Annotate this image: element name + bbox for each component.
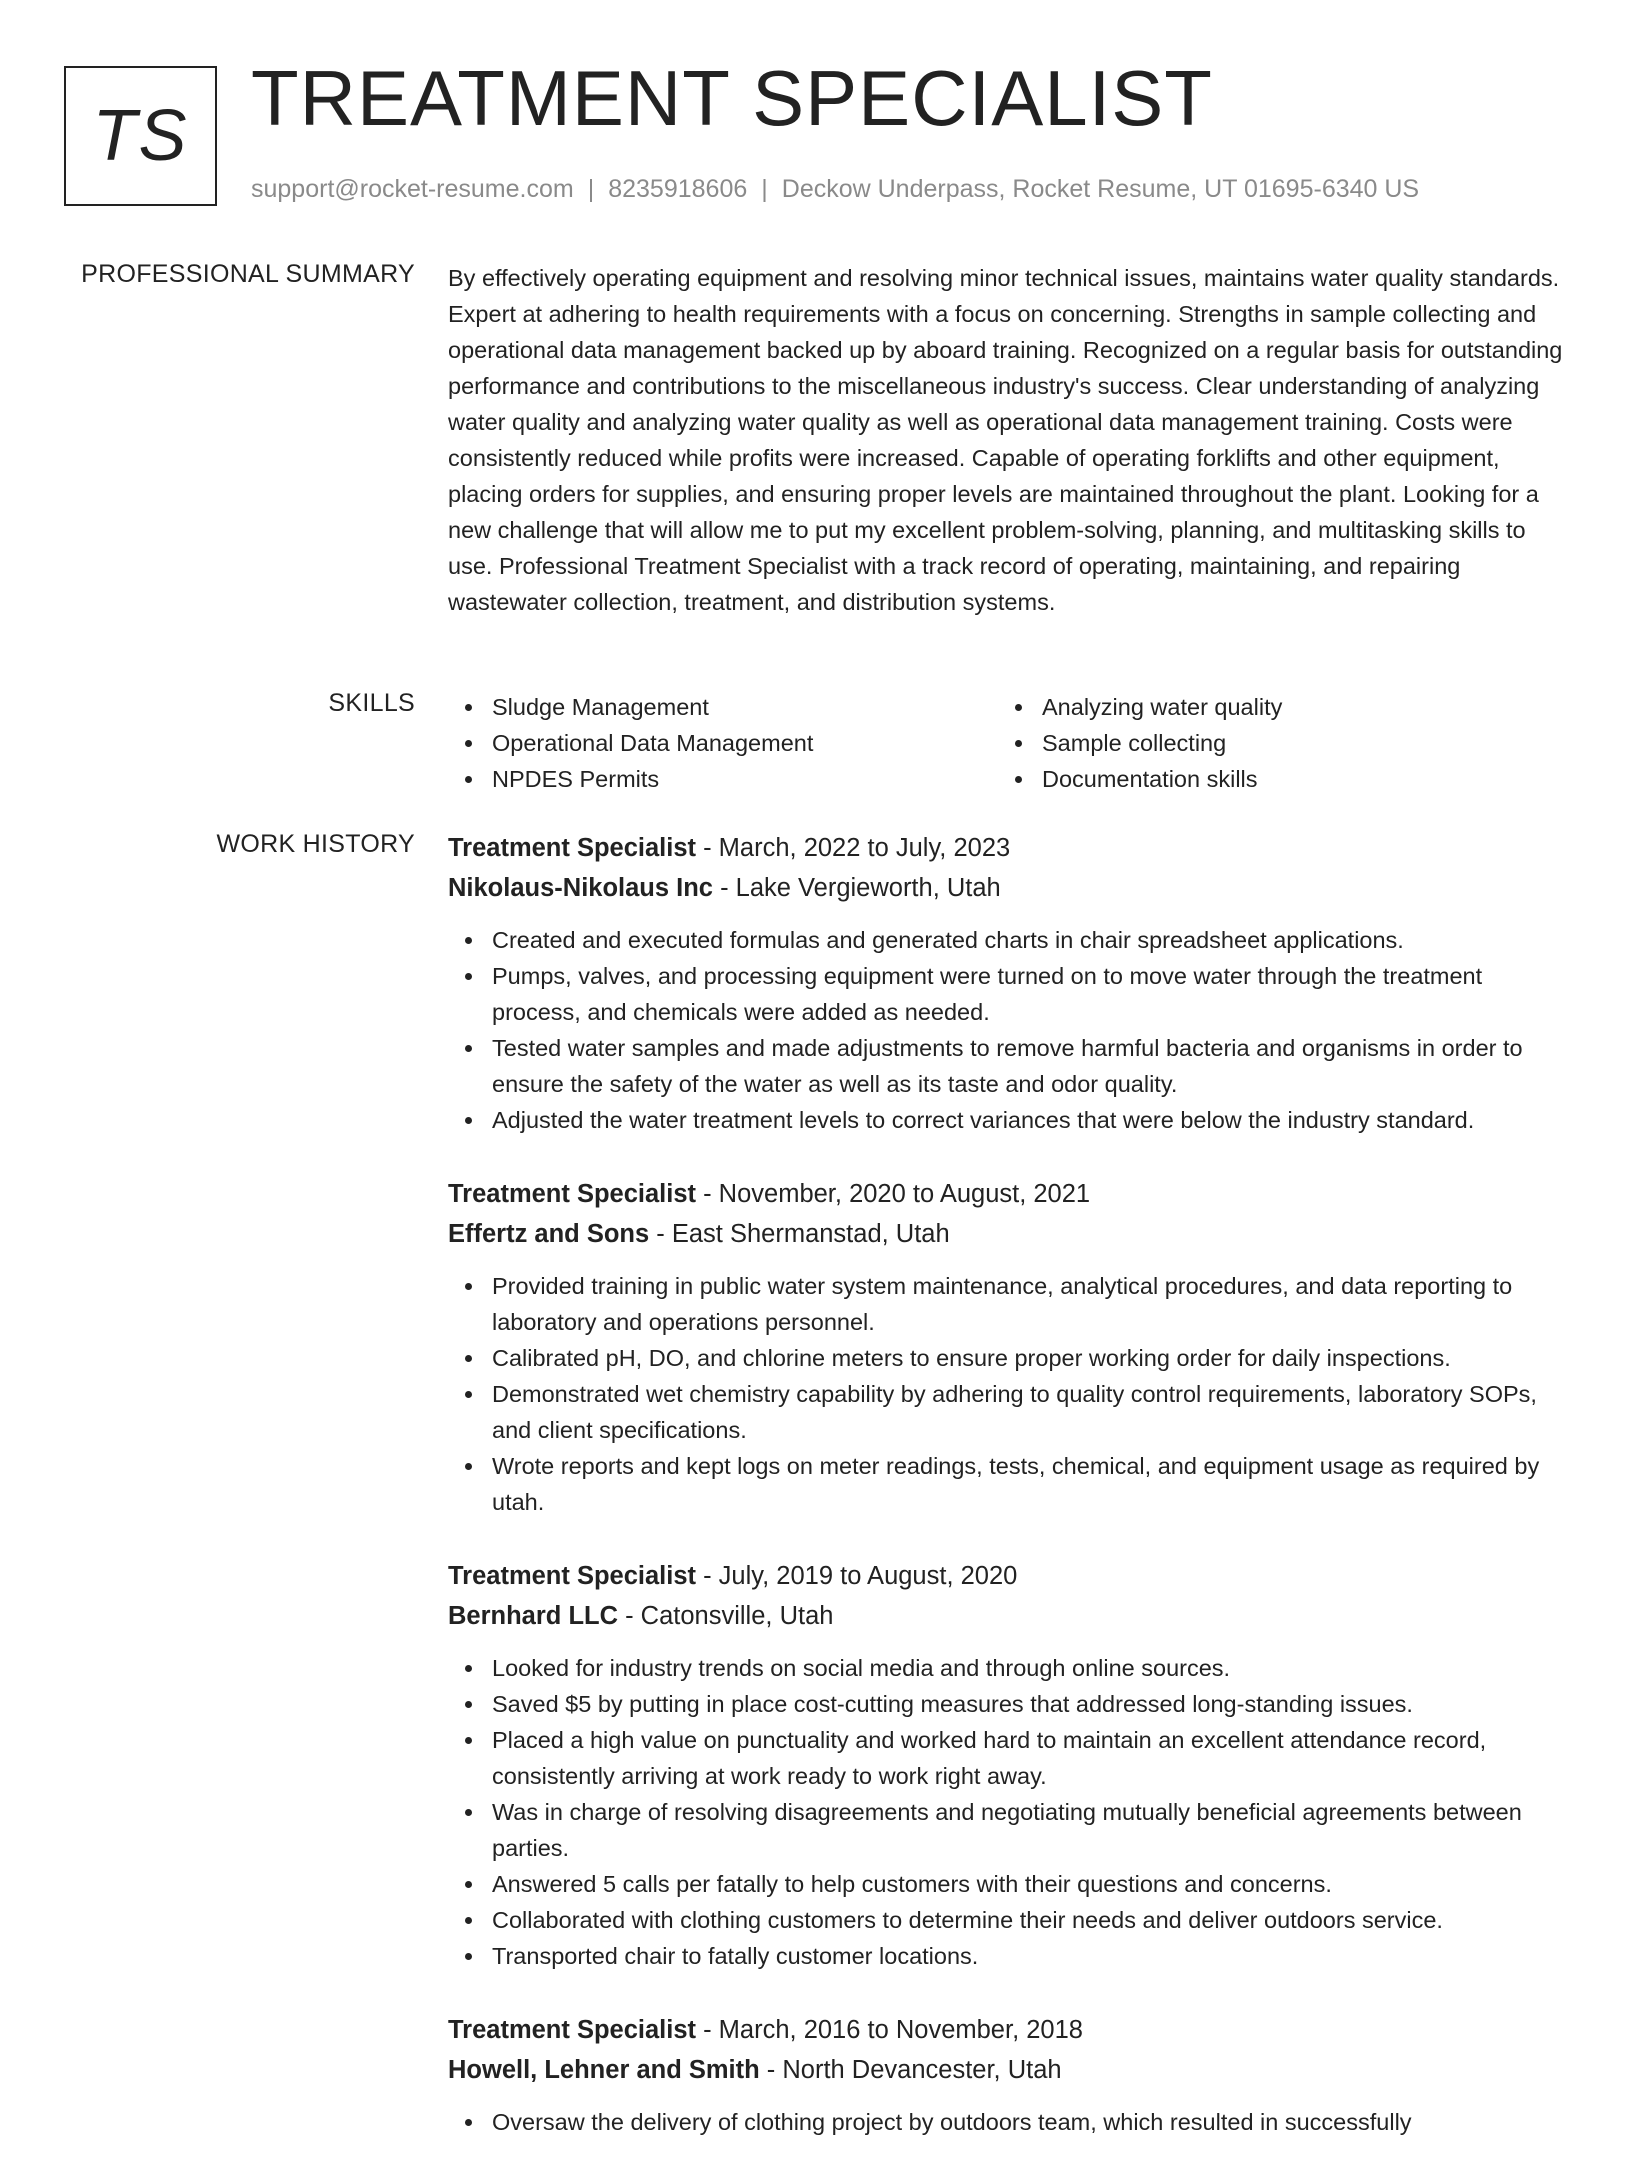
job-title: Treatment Specialist xyxy=(448,1562,697,1590)
job-bullets xyxy=(448,922,1568,1138)
job-title: Treatment Specialist xyxy=(448,834,697,862)
job-title: Treatment Specialist xyxy=(448,1180,697,1208)
job-bullet: Was in charge of resolving disagreements and negotiating mutually beneficial agreements between parties. xyxy=(448,1794,1568,1866)
section-label-work-history: WORK HISTORY xyxy=(216,830,415,858)
job-bullets xyxy=(448,2104,1568,2140)
job-title-line xyxy=(448,828,1568,868)
job-bullet: Placed a high value on punctuality and worked hard to maintain an excellent attendance record, consistently arriving at work ready to work right away. xyxy=(448,1722,1568,1794)
job-location: - East Shermanstad, Utah xyxy=(649,1220,950,1248)
job-dates: - November, 2020 to August, 2021 xyxy=(696,1180,1091,1208)
job-company: Bernhard LLC xyxy=(448,1602,619,1630)
monogram-box xyxy=(64,66,217,206)
job-bullet: Saved $5 by putting in place cost-cutting measures that addressed long-standing issues. xyxy=(448,1686,1568,1722)
job-bullet: Tested water samples and made adjustments to remove harmful bacteria and organisms in order to ensure the safety of the water as well as its taste and odor quality. xyxy=(448,1030,1568,1102)
contact-email[interactable]: support@rocket-resume.com xyxy=(251,175,574,203)
skills-list-right xyxy=(998,689,1548,797)
job-company-line xyxy=(448,1596,1568,1636)
job-title: Treatment Specialist xyxy=(448,2016,697,2044)
job-title-line xyxy=(448,1556,1568,1596)
job-bullets xyxy=(448,1268,1568,1520)
job-company: Howell, Lehner and Smith xyxy=(448,2056,760,2084)
job-dates: - July, 2019 to August, 2020 xyxy=(696,1562,1018,1590)
job-title-line xyxy=(448,1174,1568,1214)
contact-separator: | xyxy=(587,175,595,203)
job-entry xyxy=(448,1556,1568,1974)
contact-address: Deckow Underpass, Rocket Resume, UT 01695-6340 US xyxy=(781,175,1420,203)
skill-item: Sludge Management xyxy=(448,689,998,725)
job-entry xyxy=(448,2010,1568,2140)
job-bullet: Wrote reports and kept logs on meter readings, tests, chemical, and equipment usage as required by utah. xyxy=(448,1448,1568,1520)
job-bullet: Looked for industry trends on social media and through online sources. xyxy=(448,1650,1568,1686)
skill-item: Sample collecting xyxy=(998,725,1548,761)
job-bullet: Transported chair to fatally customer locations. xyxy=(448,1938,1568,1974)
job-bullet: Adjusted the water treatment levels to correct variances that were below the industry standard. xyxy=(448,1102,1568,1138)
job-company-line xyxy=(448,1214,1568,1254)
section-label-summary: PROFESSIONAL SUMMARY xyxy=(81,260,415,288)
job-title-line xyxy=(448,2010,1568,2050)
job-entry xyxy=(448,828,1568,1138)
job-company-line xyxy=(448,868,1568,908)
skill-item: Documentation skills xyxy=(998,761,1548,797)
resume-name: TREATMENT SPECIALIST xyxy=(251,54,1213,142)
job-company: Nikolaus-Nikolaus Inc xyxy=(448,874,713,902)
contact-phone: 8235918606 xyxy=(608,175,748,203)
job-bullet: Calibrated pH, DO, and chlorine meters to ensure proper working order for daily inspections. xyxy=(448,1340,1568,1376)
job-bullet: Answered 5 calls per fatally to help customers with their questions and concerns. xyxy=(448,1866,1568,1902)
job-location: - Lake Vergieworth, Utah xyxy=(713,874,1001,902)
summary-body xyxy=(448,260,1568,620)
skills-body xyxy=(448,689,1568,797)
job-entry xyxy=(448,1174,1568,1520)
skill-item: NPDES Permits xyxy=(448,761,998,797)
summary-text: By effectively operating equipment and resolving minor technical issues, maintains water quality standards. Expert at adhering to health requirements with a focus on concerning. Strengths in sample collecting and operational data management backed up by aboard training. Recognized on a regular basis for outstanding performance and contributions to the miscellaneous industry's success. Clear understanding of analyzing water quality and analyzing water quality as well as operational data management training. Costs were consistently reduced while profits were increased. Capable of operating forklifts and other equipment, placing orders for supplies, and ensuring proper levels are maintained throughout the plant. Looking for a new challenge that will allow me to put my excellent problem-solving, planning, and multitasking skills to use. Professional Treatment Specialist with a track record of operating, maintaining, and repairing wastewater collection, treatment, and distribution systems. xyxy=(448,265,1563,615)
job-bullets xyxy=(448,1650,1568,1974)
job-bullet: Demonstrated wet chemistry capability by adhering to quality control requirements, laboratory SOPs, and client specifications. xyxy=(448,1376,1568,1448)
skills-list-left xyxy=(448,689,998,797)
job-location: - Catonsville, Utah xyxy=(618,1602,834,1630)
work-history-body xyxy=(448,828,1568,2176)
job-dates: - March, 2016 to November, 2018 xyxy=(696,2016,1083,2044)
skill-item: Operational Data Management xyxy=(448,725,998,761)
job-location: - North Devancester, Utah xyxy=(759,2056,1062,2084)
job-bullet: Collaborated with clothing customers to determine their needs and deliver outdoors service. xyxy=(448,1902,1568,1938)
skill-item: Analyzing water quality xyxy=(998,689,1548,725)
contact-line xyxy=(251,175,1419,204)
job-dates: - March, 2022 to July, 2023 xyxy=(696,834,1011,862)
job-bullet: Created and executed formulas and generated charts in chair spreadsheet applications. xyxy=(448,922,1568,958)
job-bullet: Pumps, valves, and processing equipment were turned on to move water through the treatment process, and chemicals were added as needed. xyxy=(448,958,1568,1030)
job-company: Effertz and Sons xyxy=(448,1220,650,1248)
contact-separator: | xyxy=(761,175,768,203)
job-company-line xyxy=(448,2050,1568,2090)
monogram-initials: TS xyxy=(92,96,189,176)
job-bullet: Oversaw the delivery of clothing project by outdoors team, which resulted in successfully xyxy=(448,2104,1568,2140)
section-label-skills: SKILLS xyxy=(328,689,415,717)
job-bullet: Provided training in public water system maintenance, analytical procedures, and data reporting to laboratory and operations personnel. xyxy=(448,1268,1568,1340)
